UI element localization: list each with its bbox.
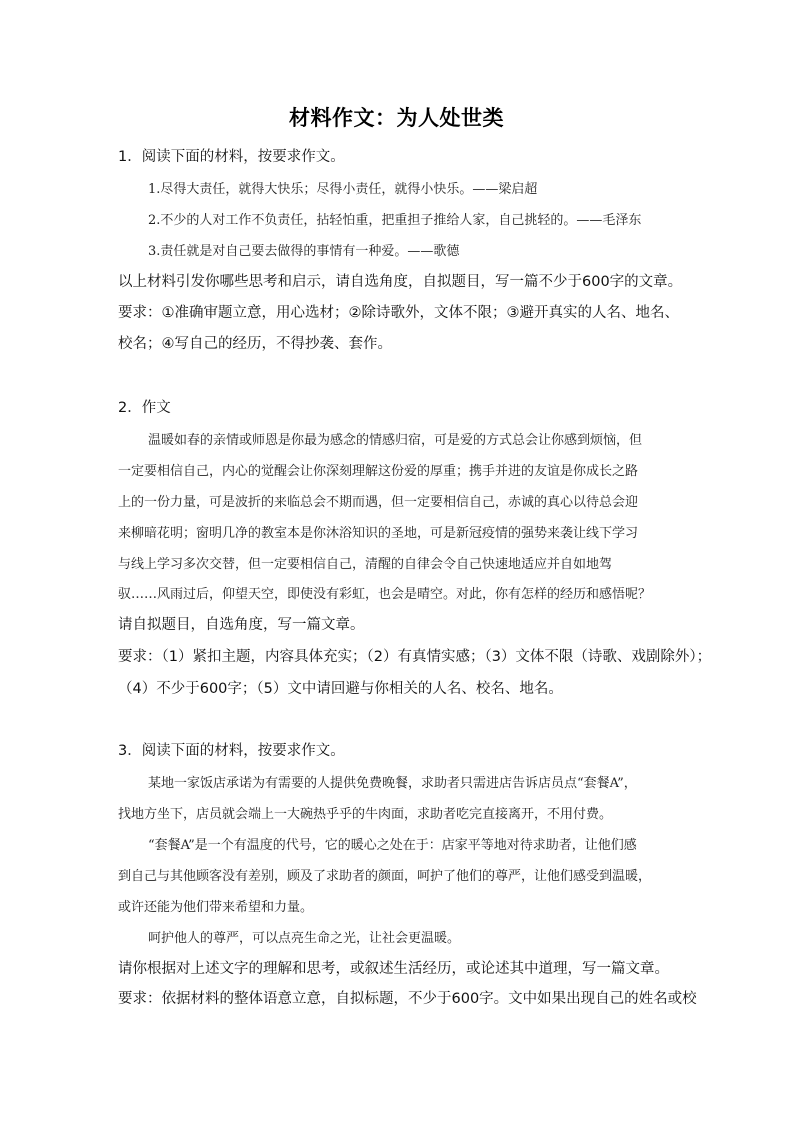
q3-passage-line-6: 呵护他人的尊严，可以点亮生命之光，让社会更温暖。 — [148, 931, 461, 946]
q1-quote-3: 3.责任就是对自己要去做得的事情有一种爱。——歌德 — [148, 244, 460, 259]
q2-heading: 2．作文 — [118, 400, 171, 416]
q2-passage-line-2: 一定要相信自己，内心的觉醒会让你深刻理解这份爱的厚重；携手并进的友谊是你成长之路 — [118, 464, 639, 479]
q2-passage-line-1: 温暖如春的亲情或师恩是你最为感念的情感归宿，可是爱的方式总会让你感到烦恼，但 — [148, 433, 643, 448]
q1-prompt: 以上材料引发你哪些思考和启示，请自选角度，自拟题目，写一篇不少于600字的文章。 — [118, 274, 683, 290]
q1-requirements-line-1: 要求：①准确审题立意，用心选材；②除诗歌外，文体不限；③避开真实的人名、地名、 — [118, 305, 679, 321]
q2-prompt: 请自拟题目，自选角度，写一篇文章。 — [118, 617, 365, 633]
q3-prompt: 请你根据对上述文字的理解和思考，或叙述生活经历，或论述其中道理，写一篇文章。 — [118, 961, 669, 977]
q3-passage-line-4: 到自己与其他顾客没有差别，顾及了求助者的颜面，呵护了他们的尊严，让他们感受到温暖， — [118, 869, 652, 884]
q3-passage-line-5: 或许还能为他们带来希望和力量。 — [118, 900, 314, 915]
q2-requirements-line-2: （4）不少于600字；（5）文中请回避与你相关的人名、校名、地名。 — [118, 681, 563, 697]
q2-requirements-line-1: 要求：（1）紧扣主题，内容具体充实；（2）有真情实感；（3）文体不限（诗歌、戏剧除外）； — [118, 649, 712, 665]
q3-passage-line-3: “套餐A”是一个有温度的代号，它的暖心之处在于：店家平等地对待求助者，让他们感 — [148, 838, 637, 853]
q3-passage-line-2: 找地方坐下，店员就会端上一大碗热乎乎的牛肉面，求助者吃完直接离开，不用付费。 — [118, 807, 613, 822]
q1-requirements-line-2: 校名；④写自己的经历，不得抄袭、套作。 — [118, 336, 392, 352]
q1-quote-1: 1.尽得大责任，就得大快乐；尽得小责任，就得小快乐。——梁启超 — [148, 182, 538, 197]
q2-passage-line-3: 上的一份力量，可是波折的来临总会不期而遇，但一定要相信自己，赤诚的真心以待总会迎 — [118, 495, 639, 510]
document-title: 材料作文：为人处世类 — [289, 105, 504, 130]
q3-requirements-line-1: 要求：依据材料的整体语意立意，自拟标题，不少于600字。文中如果出现自己的姓名或校 — [118, 991, 697, 1007]
q2-passage-line-5: 与线上学习多次交替，但一定要相信自己，清醒的自律会令自己快速地适应并自如地驾 — [118, 557, 613, 572]
q3-heading: 3．阅读下面的材料，按要求作文。 — [118, 743, 345, 759]
q1-heading: 1．阅读下面的材料，按要求作文。 — [118, 149, 345, 165]
q1-quote-2: 2.不少的人对工作不负责任，拈轻怕重，把重担子推给人家，自己挑轻的。——毛泽东 — [148, 213, 642, 228]
q2-passage-line-4: 来柳暗花明；窗明几净的教室本是你沐浴知识的圣地，可是新冠疫情的强势来袭让线下学习 — [118, 526, 639, 541]
q3-passage-line-1: 某地一家饭店承诺为有需要的人提供免费晚餐，求助者只需进店告诉店员点“套餐A”， — [148, 776, 637, 791]
q2-passage-line-6: 驭……风雨过后，仰望天空，即使没有彩虹，也会是晴空。对此，你有怎样的经历和感悟呢？ — [118, 587, 652, 602]
